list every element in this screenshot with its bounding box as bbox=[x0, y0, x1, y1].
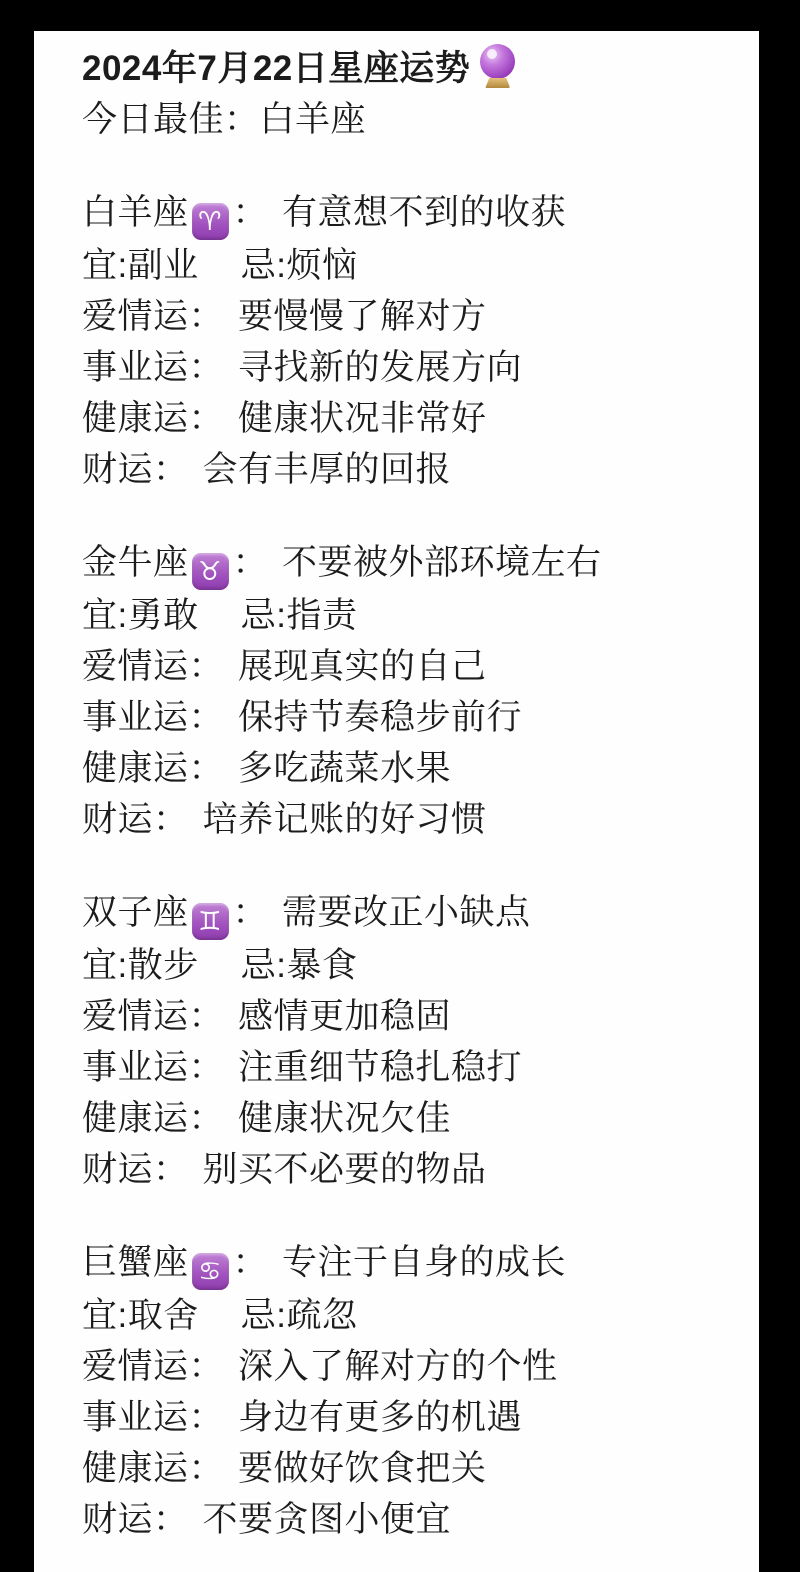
fortune-line-career: 事业运： 身边有更多的机遇 bbox=[82, 1398, 523, 1437]
sign-headline: 有意想不到的收获 bbox=[282, 193, 567, 232]
sign-name: 双子座 bbox=[82, 893, 189, 932]
ji-text: 忌:暴食 bbox=[240, 946, 358, 985]
fortune-line-career: 事业运： 寻找新的发展方向 bbox=[82, 348, 523, 387]
sign-headline: 不要被外部环境左右 bbox=[282, 543, 602, 582]
yi-text: 宜:散步 bbox=[82, 946, 199, 985]
cancer-zodiac-icon: ♋ bbox=[192, 1253, 229, 1290]
ji-text: 忌:烦恼 bbox=[240, 246, 358, 285]
yi-text: 宜:副业 bbox=[82, 246, 199, 285]
horoscope-card bbox=[34, 31, 759, 1572]
fortune-line-love: 爱情运： 展现真实的自己 bbox=[82, 647, 487, 686]
fortune-line-career: 事业运： 注重细节稳扎稳打 bbox=[82, 1048, 523, 1087]
page-title bbox=[82, 43, 733, 94]
fortune-line-health: 健康运： 健康状况非常好 bbox=[82, 399, 487, 438]
fortune-line-love: 爱情运： 深入了解对方的个性 bbox=[82, 1347, 558, 1386]
yi-ji-line bbox=[82, 240, 733, 291]
horoscope-section-cancer bbox=[82, 1237, 733, 1545]
aries-zodiac-icon: ♈ bbox=[192, 203, 229, 240]
fortune-line-wealth: 财运： 培养记账的好习惯 bbox=[82, 800, 487, 839]
sign-headline: 需要改正小缺点 bbox=[282, 893, 531, 932]
taurus-zodiac-icon: ♉ bbox=[192, 553, 229, 590]
fortune-line-health: 健康运： 要做好饮食把关 bbox=[82, 1449, 487, 1488]
sign-headline: 专注于自身的成长 bbox=[282, 1243, 567, 1282]
yi-ji-line bbox=[82, 940, 733, 991]
fortune-line-love: 爱情运： 感情更加稳固 bbox=[82, 997, 452, 1036]
fortune-line-health: 健康运： 健康状况欠佳 bbox=[82, 1099, 452, 1138]
sign-header: 双子座 ♊ ： 需要改正小缺点 bbox=[82, 887, 733, 940]
sign-header: 白羊座 ♈ ： 有意想不到的收获 bbox=[82, 187, 733, 240]
sign-name: 白羊座 bbox=[82, 193, 189, 232]
sign-name: 金牛座 bbox=[82, 543, 189, 582]
yi-text: 宜:勇敢 bbox=[82, 596, 199, 635]
sign-name: 巨蟹座 bbox=[82, 1243, 189, 1282]
yi-text: 宜:取舍 bbox=[82, 1296, 199, 1335]
fortune-line-health: 健康运： 多吃蔬菜水果 bbox=[82, 749, 452, 788]
fortune-line-wealth: 财运： 不要贪图小便宜 bbox=[82, 1500, 452, 1539]
horoscope-section-gemini bbox=[82, 887, 733, 1195]
fortune-line-career: 事业运： 保持节奏稳步前行 bbox=[82, 698, 523, 737]
ji-text: 忌:指责 bbox=[240, 596, 358, 635]
page-title-text: 2024年7月22日星座运势 bbox=[82, 49, 471, 88]
yi-ji-line bbox=[82, 1290, 733, 1341]
sign-header: 巨蟹座 ♋ ： 专注于自身的成长 bbox=[82, 1237, 733, 1290]
horoscope-section-taurus bbox=[82, 537, 733, 845]
yi-ji-line bbox=[82, 590, 733, 641]
crystal-ball-icon bbox=[476, 44, 518, 88]
horoscope-section-aries bbox=[82, 187, 733, 495]
fortune-line-wealth: 财运： 会有丰厚的回报 bbox=[82, 450, 452, 489]
ji-text: 忌:疏忽 bbox=[240, 1296, 358, 1335]
fortune-line-love: 爱情运： 要慢慢了解对方 bbox=[82, 297, 487, 336]
gemini-zodiac-icon: ♊ bbox=[192, 903, 229, 940]
best-today-line: 今日最佳：白羊座 bbox=[82, 100, 367, 139]
sign-header: 金牛座 ♉ ： 不要被外部环境左右 bbox=[82, 537, 733, 590]
fortune-line-wealth: 财运： 别买不必要的物品 bbox=[82, 1150, 487, 1189]
